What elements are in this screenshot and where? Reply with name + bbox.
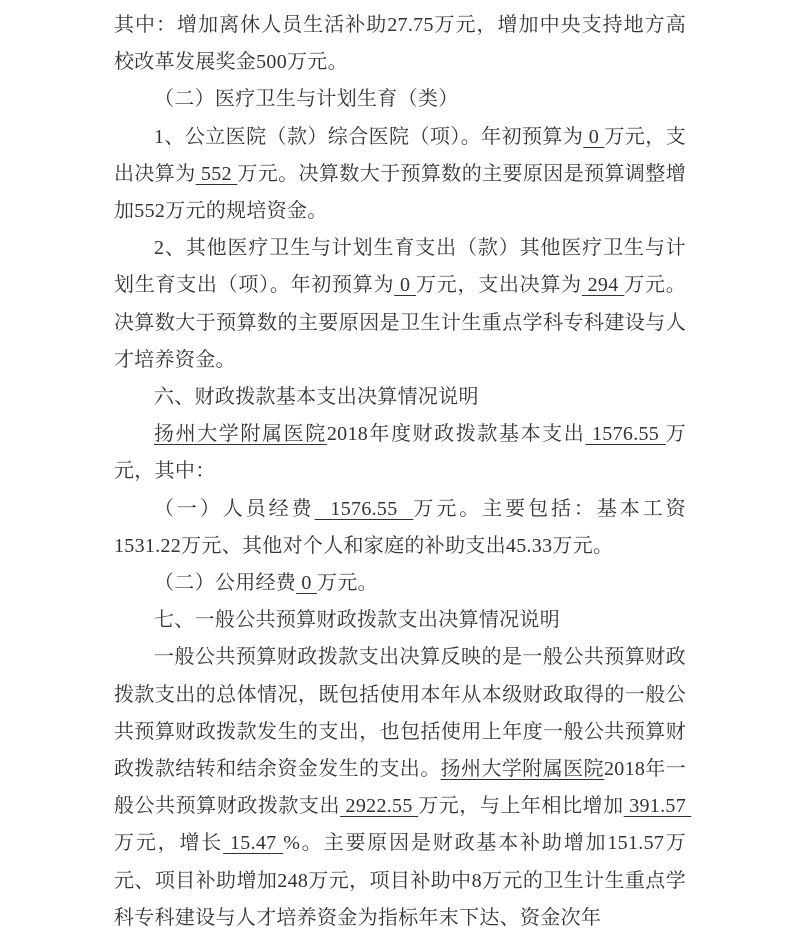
text-run: 2018年一般公共预算财政拨款支出: [114, 758, 686, 818]
text-run: 万元。: [317, 572, 378, 595]
text-run: 万元，支出决算为: [114, 125, 687, 185]
paragraph: [114, 491, 686, 565]
paragraph: [114, 230, 686, 379]
text-run: 万元，与上年相比增加: [418, 795, 624, 818]
underlined-value: 扬州大学附属医院: [440, 758, 604, 781]
underlined-value: 15.47: [223, 832, 284, 855]
underlined-value: 552: [195, 162, 238, 185]
underlined-value: 扬州大学附属医院: [154, 423, 327, 446]
text-run: 万元。主要包括：基本工资1531.22万元、其他对个人和家庭的补助支出45.33万元。: [114, 497, 686, 557]
underlined-value: 294: [581, 274, 625, 297]
paragraph: [114, 7, 686, 81]
underlined-value: 0: [296, 572, 318, 595]
text-run: 一般公共预算财政拨款支出决算反映的是一般公共预算财政拨款支出的总体情况，既包括使用本年从本级财政取得的一般公共预算财政拨款发生的支出，也包括使用上年度一般公共预算财政拨款结转和结余资金发生的支出。: [114, 646, 686, 781]
text-run: 六、财政拨款基本支出决算情况说明: [154, 386, 479, 409]
text-run: 万元，增长: [114, 832, 224, 855]
text-run: （一）人员经费: [154, 497, 315, 520]
paragraph: [114, 119, 686, 231]
underlined-value: 0: [583, 125, 605, 148]
underlined-value: 1576.55: [585, 423, 666, 446]
underlined-value: 2922.55: [340, 795, 419, 818]
text-run: %。主要原因是财政基本补助增加151.57万元、项目补助增加248万元，项目补助中8万元的卫生计生重点学科专科建设与人才培养资金为指标年末下达、资金次年: [114, 832, 686, 929]
underlined-value: 0: [394, 274, 417, 297]
text-run: 万元，支出决算为: [416, 274, 582, 297]
text-run: 万元，其中：: [114, 423, 687, 483]
text-run: 万元。决算数大于预算数的主要原因是卫生计生重点学科专科建设与人才培养资金。: [114, 274, 687, 371]
paragraph: [114, 81, 686, 118]
text-run: 2、其他医疗卫生与计划生育支出（款）其他医疗卫生与计划生育支出（项）。年初预算为: [114, 237, 686, 297]
underlined-value: 391.57: [623, 795, 692, 818]
text-run: 1、公立医院（款）综合医院（项）。年初预算为: [154, 125, 584, 148]
underlined-value: 1576.55: [314, 497, 414, 520]
text-run: 七、一般公共预算财政拨款支出决算情况说明: [154, 609, 560, 632]
document-body: [114, 7, 692, 937]
paragraph: [114, 416, 686, 490]
paragraph: [114, 639, 692, 937]
text-run: 万元。决算数大于预算数的主要原因是预算调整增加552万元的规培资金。: [114, 162, 687, 223]
text-run: （二）公用经费: [154, 572, 297, 595]
text-run: 其中：增加离休人员生活补助27.75万元，增加中央支持地方高校改革发展奖金500万元。: [114, 14, 686, 74]
text-run: （二）医疗卫生与计划生育（类）: [154, 88, 459, 111]
text-run: 2018年度财政拨款基本支出: [326, 423, 586, 446]
paragraph: [114, 565, 686, 602]
paragraph: [114, 602, 686, 639]
paragraph: [114, 379, 686, 416]
